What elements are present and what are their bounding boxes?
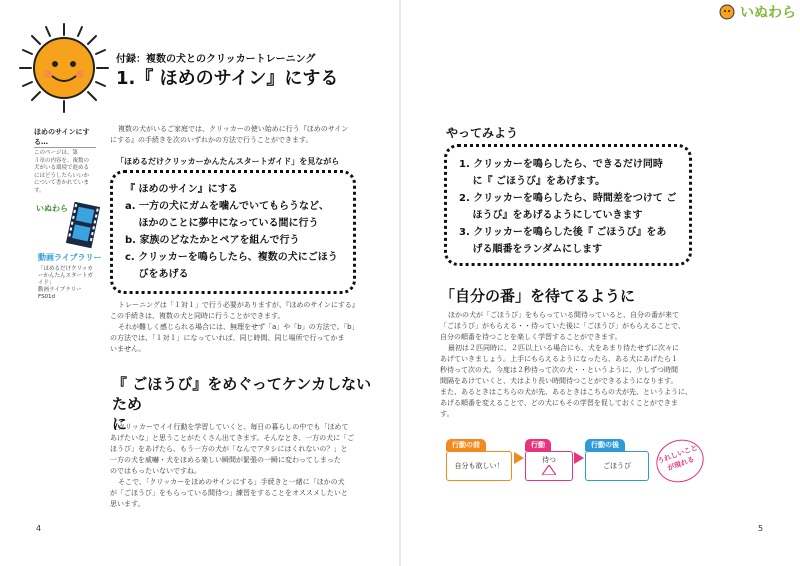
step-1-cont: に『 ごほうび』をあげます。 xyxy=(459,176,606,187)
step-1: 1. クリッカーを鳴らしたら、できるだけ同時 xyxy=(459,159,663,170)
sidenote-title: ほめのサインにする… xyxy=(34,127,96,148)
sidenote-body: このページは、第 ３章の内容を、複数の 犬がいる環境で進める にはどうしたらいいか について書かれていま す。 xyxy=(34,150,90,194)
flow-action-box xyxy=(525,451,573,481)
paragraph-2: トレーニングは「１対１」で行う必要がありますが、『ほめのサインにする』 この手続きは、複数の犬と同時に行うことができます。 それが難しく感じられる場合には、無理をせず「a」や「b」の方法で。「b」 の方法では、「１対１」になっていれば、同じ時間、同じ場所で行ってかま いません。 xyxy=(110,301,359,353)
triangle-icon xyxy=(542,465,556,475)
arrow-right-icon xyxy=(514,452,524,464)
heading-wait-turn: 「自分の番」を待てるように xyxy=(440,287,636,305)
step-2-cont: ほうび』をあげるようにしていきます xyxy=(459,210,643,221)
flow-before-text: 自分も欲しい！ xyxy=(446,451,512,481)
flow-after xyxy=(585,432,649,481)
brand-logo: いぬわら xyxy=(740,5,796,21)
method-c-cont: びをあげる xyxy=(125,269,189,280)
step-3: 3. クリッカーを鳴らした後『 ごほうび』をあ xyxy=(459,227,667,238)
flow-after-label: 行動の後 xyxy=(585,439,625,451)
arrow-right-icon xyxy=(574,452,584,464)
flow-before xyxy=(446,432,512,481)
heading-no-fight: 『 ごほうび』をめぐってケンカしないため に xyxy=(112,375,372,433)
step-3-cont: げる順番をランダムにします xyxy=(459,244,603,255)
method-b: b. 家族のどなたかとペアを組んで行う xyxy=(125,235,300,246)
flow-before-label: 行動の前 xyxy=(446,439,486,451)
method-a-cont: ほかのことに夢中になっている間に行う xyxy=(125,218,319,229)
flow-action-text: 待つ xyxy=(542,456,556,464)
sun-mascot-icon xyxy=(18,22,110,114)
flow-action xyxy=(525,432,573,481)
method-a: a. 一方の犬にガムを噛んでいてもらうなど、 xyxy=(125,201,330,212)
left-title: 1.『 ほめのサイン』にする xyxy=(116,68,339,89)
steps-box xyxy=(444,144,692,266)
paragraph-3: クリッカーでイイ行動を学習していくと、毎日の暮らしの中でも「ほめて あげたいな」と思うことがたくさん出てきます。そんなとき、一方の犬に「ご ほうび」をあげたら、もう一方の犬が「なんでアタシにはくれないの？」と 一方の犬を威嚇・犬をほめる楽しい瞬間が緊張の一瞬に変わってしまった のではもったいないですね。 そこで、「クリッカーをほめのサインにする」手続きと一緒に「ほかの犬 が「ごほうび」をもらっている間待つ」練習をすることをオススメしたいと 思います。 xyxy=(110,423,355,508)
flow-after-text: ごほうび xyxy=(585,451,649,481)
try-heading: やってみよう xyxy=(446,126,519,140)
method-box xyxy=(110,170,356,294)
right-paragraph: ほかの犬が「ごほうび」をもらっている間待っていると、自分の番が来て 「ごほうび」がもらえる・・待っていた後に「ごほうび」がもらえることで、 自分の順番を待つことを楽しく学習することができます。 最初は２匹同時に、２匹以上いる場合にも、犬をあまり待たせずに次々に あげていきましょう。上手にもらえるようになったら、ある犬にあげたら１ 秒待って次の犬、今度は２秒待って次の犬・・というように、少しずつ時間 間隔をあけていくと、犬はより長い時間待つことができるようになります。 また、あるときはこちらの犬が先、あるときはこちらの犬が先、というように、 あげる順番を変えることで、どの犬にもその学習を促しておくことができま す。 xyxy=(440,311,692,418)
page-number-left: 4 xyxy=(36,524,42,533)
happy-badge: うれしいことが現れる xyxy=(650,433,709,489)
flow-action-label: 行動 xyxy=(525,439,551,451)
logo-small: いぬわら xyxy=(36,204,68,213)
brand-sun-icon xyxy=(716,2,738,22)
guide-reference: 「ほめるだけクリッカーかんたんスタートガイド」を見ながら xyxy=(116,157,340,166)
video-library-label[interactable]: 動画ライブラリー xyxy=(38,253,102,262)
sidenote xyxy=(34,127,96,195)
box-heading: 『 ほめのサイン』にする xyxy=(125,184,238,195)
left-subtitle: 付録：複数の犬とのクリッカートレーニング xyxy=(116,54,316,65)
page-gutter xyxy=(399,0,401,566)
method-c: c. クリッカーを鳴らしたら、複数の犬にごほう xyxy=(125,252,338,263)
page-number-right: 5 xyxy=(758,524,764,533)
intro-paragraph: 複数の犬がいるご家庭では、クリッカーの使い始めに行う『ほめのサイン にする』の手続きを次のいずれかの方法で行うことができます。 xyxy=(110,125,349,144)
step-2: 2. クリッカーを鳴らしたら、時間差をつけて ご xyxy=(459,193,677,204)
film-strip-icon[interactable] xyxy=(64,200,102,250)
video-caption: 「ほめるだけクリッカーかんたんスタートガイド」 動画ライブラリー FS01d xyxy=(38,266,93,300)
